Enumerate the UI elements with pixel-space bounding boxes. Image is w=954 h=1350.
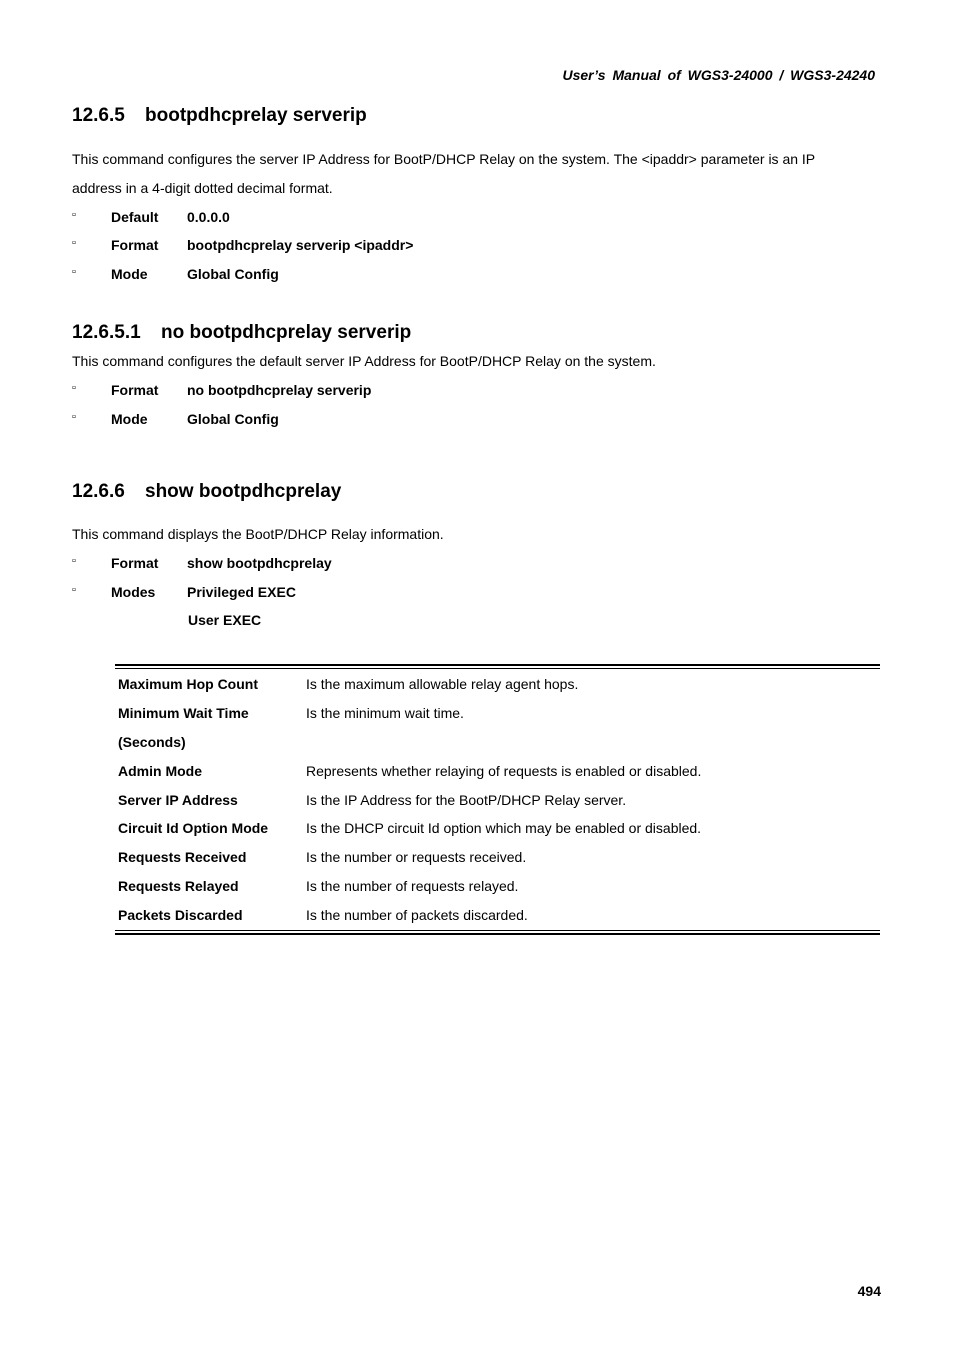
field-description: Is the minimum wait time.	[306, 705, 464, 721]
field-description: Is the IP Address for the BootP/DHCP Relay server.	[306, 792, 627, 808]
property-label: Format	[111, 555, 159, 571]
section-heading-12-6-5-1	[72, 322, 411, 344]
section-heading-12-6-6	[72, 481, 341, 503]
property-value: Privileged EXEC	[187, 584, 296, 600]
table-top-rule-inner	[115, 668, 880, 669]
field-description: Is the maximum allowable relay agent hops.	[306, 676, 579, 692]
table-row	[118, 907, 878, 927]
field-name: Requests Received	[118, 849, 247, 865]
section-title: no bootpdhcprelay serverip	[161, 322, 412, 343]
property-label: Mode	[111, 411, 148, 427]
bullet-icon: ▫	[72, 411, 76, 423]
field-name: Circuit Id Option Mode	[118, 820, 269, 836]
table-row	[118, 734, 878, 754]
paragraph-line: This command configures the default server IP Address for BootP/DHCP Relay on the system.	[72, 353, 656, 369]
property-label: Modes	[111, 584, 156, 600]
table-row	[118, 820, 878, 840]
table-row	[118, 878, 878, 898]
field-name: Maximum Hop Count	[118, 676, 258, 692]
field-description: Is the number or requests received.	[306, 849, 527, 865]
table-bottom-rule-inner	[115, 930, 880, 931]
field-description: Represents whether relaying of requests is enabled or disabled.	[306, 763, 702, 779]
running-header: User’s Manual of WGS3-24000 / WGS3-24240	[562, 67, 875, 83]
bullet-icon: ▫	[72, 266, 76, 278]
field-name: Admin Mode	[118, 763, 202, 779]
property-label: Format	[111, 237, 159, 253]
property-value-continuation: User EXEC	[188, 612, 262, 628]
field-description: Is the number of requests relayed.	[306, 878, 519, 894]
section-heading-12-6-5	[72, 105, 367, 127]
section-number: 12.6.5	[72, 105, 125, 126]
table-row	[118, 763, 878, 783]
section-title: bootpdhcprelay serverip	[145, 105, 367, 126]
property-value: Global Config	[187, 266, 279, 282]
paragraph-line: This command displays the BootP/DHCP Relay information.	[72, 526, 444, 542]
table-bottom-rule	[115, 933, 880, 935]
property-label: Mode	[111, 266, 148, 282]
field-name: Requests Relayed	[118, 878, 239, 894]
table-row	[118, 676, 878, 696]
property-value: show bootpdhcprelay	[187, 555, 332, 571]
paragraph-line: address in a 4-digit dotted decimal format.	[72, 180, 333, 196]
field-name: Minimum Wait Time	[118, 705, 249, 721]
table-row	[118, 849, 878, 869]
bullet-icon: ▫	[72, 382, 76, 394]
property-value: 0.0.0.0	[187, 209, 230, 225]
bullet-icon: ▫	[72, 555, 76, 567]
section-title: show bootpdhcprelay	[145, 481, 342, 502]
property-value: bootpdhcprelay serverip <ipaddr>	[187, 237, 414, 253]
bullet-icon: ▫	[72, 584, 76, 596]
field-description: Is the number of packets discarded.	[306, 907, 528, 923]
table-top-rule	[115, 664, 880, 666]
property-value: no bootpdhcprelay serverip	[187, 382, 372, 398]
bullet-icon: ▫	[72, 209, 76, 221]
page-number: 494	[857, 1283, 881, 1299]
table-row	[118, 705, 878, 725]
field-description-table	[115, 664, 880, 936]
property-label: Default	[111, 209, 159, 225]
field-name: (Seconds)	[118, 734, 186, 750]
field-name: Packets Discarded	[118, 907, 243, 923]
field-name: Server IP Address	[118, 792, 238, 808]
table-row	[118, 792, 878, 812]
property-label: Format	[111, 382, 159, 398]
property-value: Global Config	[187, 411, 279, 427]
section-number: 12.6.6	[72, 481, 125, 502]
field-description: Is the DHCP circuit Id option which may be enabled or disabled.	[306, 820, 702, 836]
bullet-icon: ▫	[72, 237, 76, 249]
paragraph-line: This command configures the server IP Address for BootP/DHCP Relay on the system. The <ipaddr> parameter is an IP	[72, 151, 816, 167]
section-number: 12.6.5.1	[72, 322, 141, 343]
